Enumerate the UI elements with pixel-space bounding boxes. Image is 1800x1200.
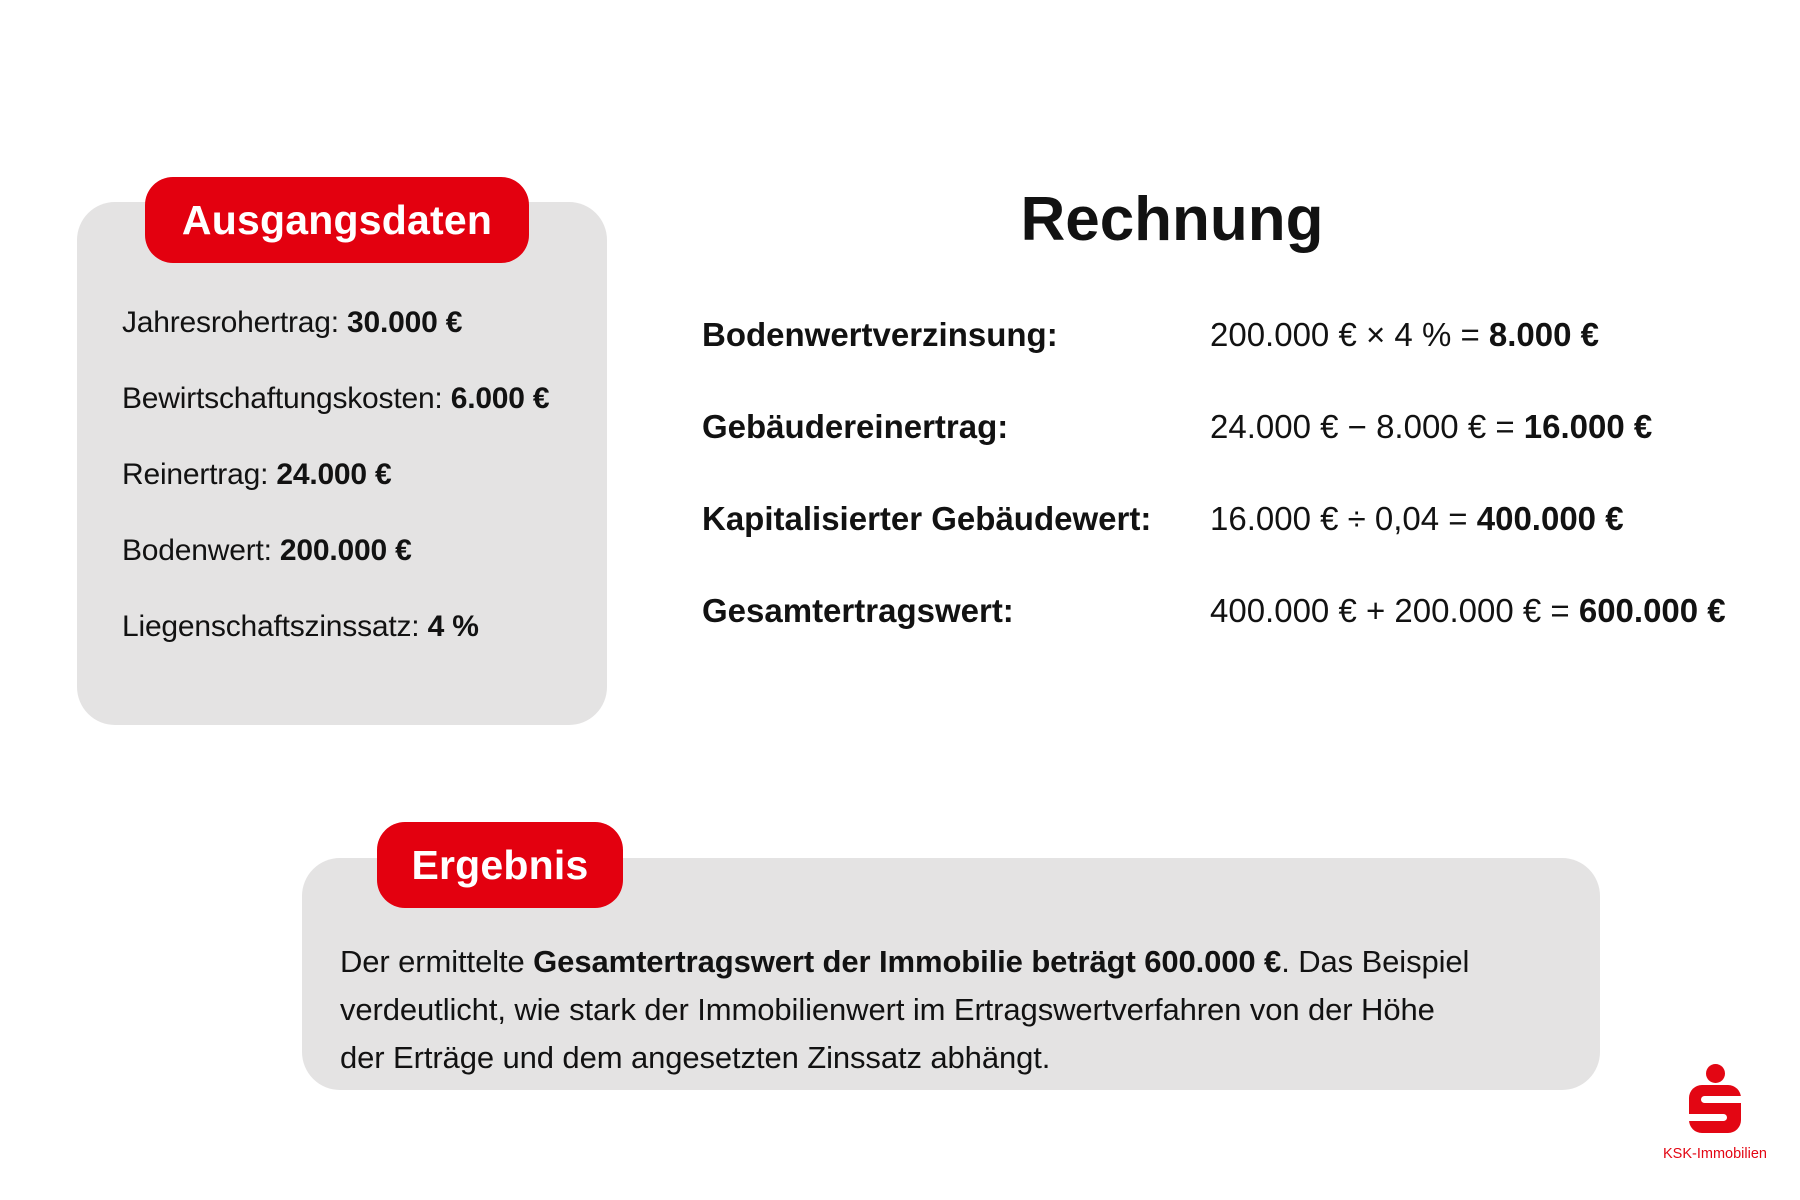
rechnung-title: Rechnung (1020, 185, 1324, 254)
ausgangsdaten-badge (145, 177, 529, 263)
sparkasse-logo (1645, 1064, 1785, 1162)
ausgangsdaten-item: Reinertrag: 24.000 € (122, 458, 392, 491)
calc-row: Gesamtertragswert: 400.000 € + 200.000 € = 600.000 € (702, 592, 1726, 629)
calc-row: Bodenwertverzinsung: 200.000 € × 4 % = 8.000 € (702, 316, 1599, 353)
sparkasse-s-icon (1689, 1085, 1741, 1133)
ergebnis-badge-label: Ergebnis (411, 841, 589, 888)
ausgangsdaten-badge-label: Ausgangsdaten (181, 196, 493, 243)
ausgangsdaten-item: Bodenwert: 200.000 € (122, 534, 412, 567)
calc-row: Gebäudereinertrag: 24.000 € − 8.000 € = 16.000 € (702, 408, 1653, 445)
sparkasse-s-upper-slit (1701, 1096, 1741, 1103)
sparkasse-s-lower-slit (1689, 1114, 1727, 1121)
sparkasse-s-dot-icon (1706, 1064, 1725, 1083)
ausgangsdaten-item: Bewirtschaftungskosten: 6.000 € (122, 382, 550, 415)
calculation-rows (702, 314, 1726, 682)
ergebnis-line: der Erträge und dem angesetzten Zinssatz abhängt. (340, 1040, 1051, 1075)
ausgangsdaten-item: Liegenschaftszinssatz: 4 % (122, 610, 479, 643)
ausgangsdaten-list (122, 302, 549, 682)
logo-caption: KSK-Immobilien (1663, 1146, 1767, 1162)
ergebnis-line: verdeutlicht, wie stark der Immobilienwert im Ertragswertverfahren von der Höhe (340, 992, 1435, 1027)
ausgangsdaten-item: Jahresrohertrag: 30.000 € (122, 306, 463, 339)
ergebnis-line: Der ermittelte Gesamtertragswert der Immobilie beträgt 600.000 €. Das Beispiel (340, 944, 1470, 979)
ergebnis-badge (377, 822, 623, 908)
calc-row: Kapitalisierter Gebäudewert: 16.000 € ÷ 0,04 = 400.000 € (702, 500, 1624, 537)
ergebnis-text (340, 938, 1469, 1082)
